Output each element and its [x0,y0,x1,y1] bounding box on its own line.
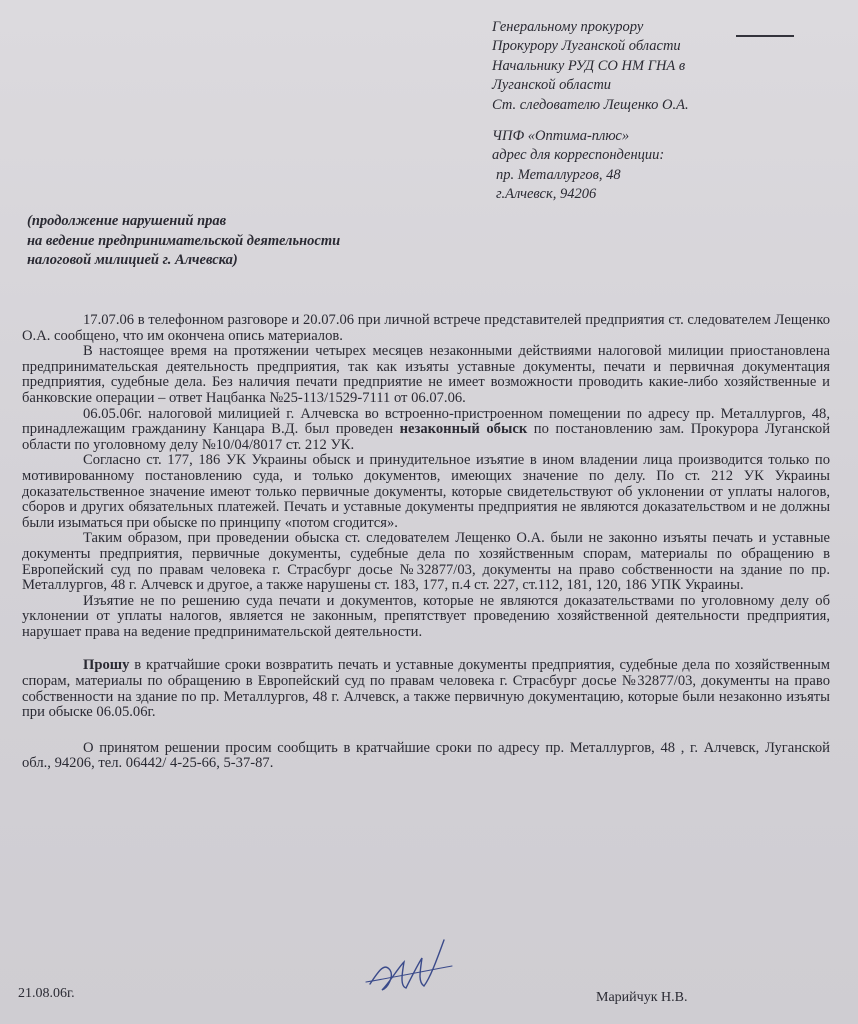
sender-address-label: адрес для корреспонденции: [492,147,665,164]
handwritten-underline [736,35,794,37]
letter-date: 21.08.06г. [18,986,75,1001]
paragraph: Изъятие не по решению суда печати и документов, которые не являются доказательствами по уголовному делу об уклонении от уплаты налогов, является не законным, препятствует проведению хозяйственной деятельности предприятия, нарушает права на ведение предпринимательской деятельности. [22,592,830,640]
recipient-line: Генеральному прокурору [492,19,644,35]
sender-street: пр. Металлургов, 48 [496,166,621,183]
sender-city: г.Алчевск, 94206 [496,186,597,203]
handwritten-signature [360,932,470,1002]
recipient-line: Ст. следователю Лещенко О.А. [492,96,689,113]
paragraph: Таким образом, при проведении обыска ст. следователем Лещенко О.А. были не законно изъяты печать и уставные документы предприятия, первичные документы, судебные дела по хозяйственным спорам, материалы по обращению в Европейский суд по правам человека г. Страсбург досье №32877/03, документы на право собственности на здание по пр. Металлургов, 48 г. Алчевск и другое, а также нарушены ст. 183, 177, п.4 ст. 227, ст.112, 181, 120, 186 УПК Украины. [22,530,830,594]
paragraph-text: по постановлению зам. Прокурора Луганской области по уголовному делу №10/04/8017 ст. 212 УК. [22,421,831,453]
paragraph [22,407,830,454]
recipient-line: Начальнику РУД СО НМ ГНА в [492,57,686,74]
subject-line: (продолжение нарушений прав [27,213,227,229]
paragraph-text: в кратчайшие сроки возвратить печать и уставные документы предприятия, судебные дела по хозяйственным спорам, материалы по обращению в Европейский суд по правам человека г. Страсбург досье №32877/03, документы на право собственности на здание по пр. Металлургов, 48 г. Алчевск, а также первичную документацию, которые были незаконно изъяты при обыске 06.05.06г. [22,657,831,721]
paragraph: О принятом решении просим сообщить в кратчайшие сроки по адресу пр. Металлургов, 48 , г. Алчевск, Луганской обл., 94206, тел. 06442/ 4-25-66, 5-37-87. [22,739,830,772]
emphasis-text: незаконный обыск [399,421,528,438]
subject-line: на ведение предпринимательской деятельности [27,232,341,249]
sender-name: ЧПФ «Оптима-плюс» [492,128,630,145]
emphasis-text: Прошу [83,657,130,674]
subject-line: налоговой милицией г. Алчевска) [27,252,238,268]
paragraph: 17.07.06 в телефонном разговоре и 20.07.06 при личной встрече представителей предприятия ст. следователем Лещенко О.А. сообщено, что им окончена опись материалов. [22,312,830,344]
paragraph: В настоящее время на протяжении четырех месяцев незаконными действиями налоговой милиции приостановлена предпринимательская деятельность предприятия, так как изъяты уставные документы, печати и первичная документация предприятия, судебные дела. Без наличия печати предприятие не имеет возможности проводить какие-либо хозяйственные и банковские операции – ответ Нацбанка №25-113/1529-7111 от 06.07.06. [22,343,830,406]
request-paragraph [22,658,830,720]
recipient-block [492,18,842,205]
letter-body [22,313,830,772]
paragraph-text: 06.05.06г. налоговой милицией г. Алчевска во встроенно-пристроенном помещении по адресу пр. Металлургов, 48, принадлежащим гражданину Канцара В.Д. был проведен [22,405,830,438]
signer-name: Марийчук Н.В. [596,990,688,1005]
recipient-line: Луганской области [492,77,612,94]
letter-subject [27,212,497,271]
recipient-line: Прокурору Луганской области [492,38,681,55]
paragraph: Согласно ст. 177, 186 УК Украины обыск и принудительное изъятие в ином владении лица производится только по мотивированному постановлению суда, и только документов, имеющих значение по делу. По ст. 212 УК Украины доказательственное значение имеют только первичные документы, которые свидетельствуют об уклонении от уплаты налогов, сборов и других обязательных платежей. Печать и уставные документы предприятия не являются доказательством и не должны были изыматься при обыске по принципу «потом сгодится». [22,452,830,531]
